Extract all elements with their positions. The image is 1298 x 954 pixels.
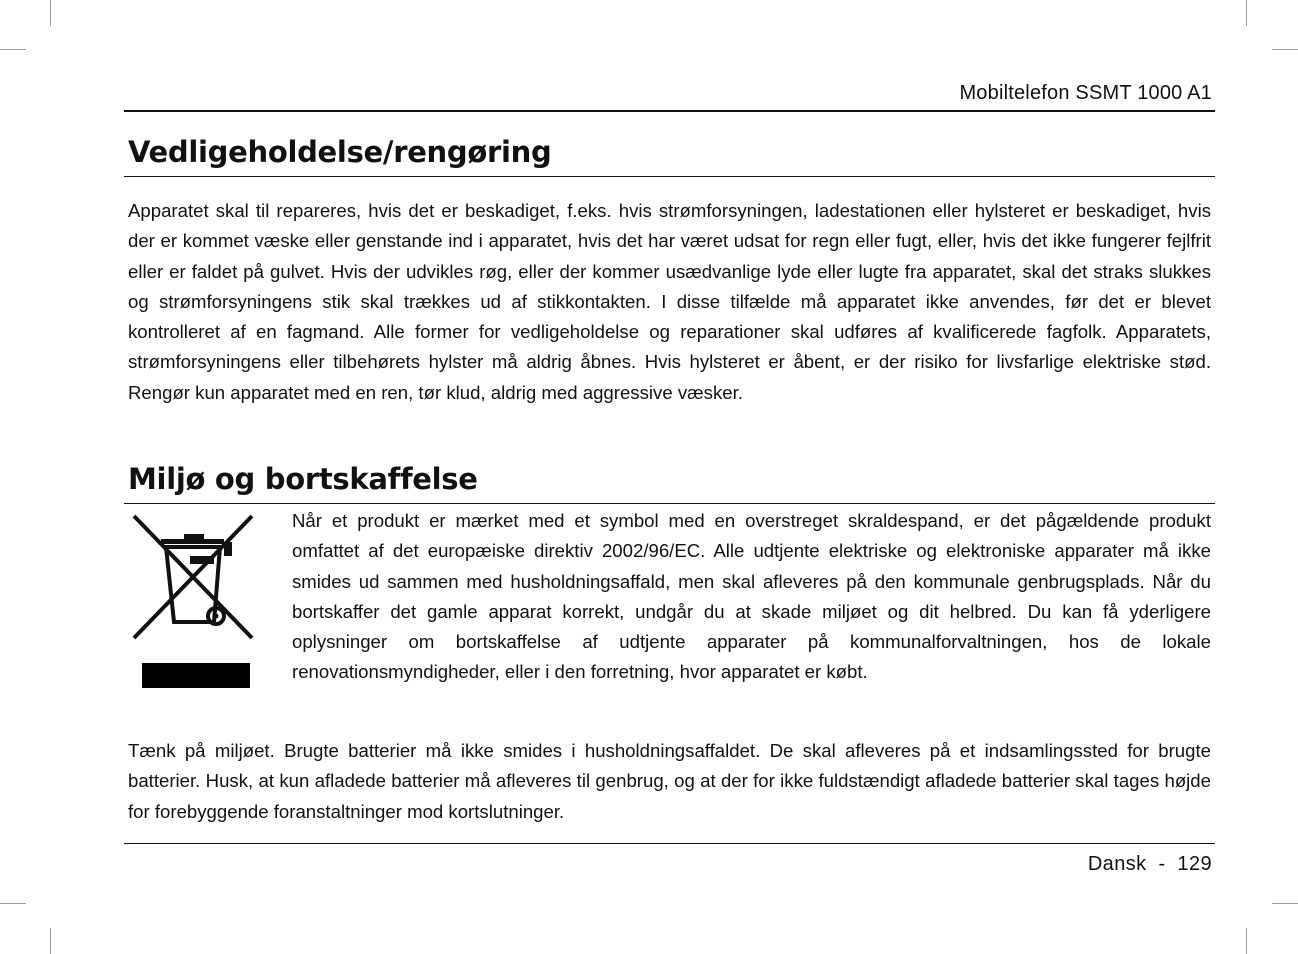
crop-mark bbox=[50, 928, 51, 954]
page-number: Dansk - 129 bbox=[1087, 853, 1212, 875]
crop-mark bbox=[0, 49, 26, 50]
crop-mark bbox=[50, 0, 51, 26]
header-rule bbox=[124, 110, 1215, 112]
crop-mark bbox=[1272, 903, 1298, 904]
battery-paragraph: Tænk på miljøet. Brugte batterier må ikke smides i husholdningsaffaldet. De skal afleveres på et indsamlingssted for brugte batterier. Husk, at kun afladede batterier må afleveres til genbrug, og at der for ikke fuldstændigt afladede batterier skal tages højde for forebyggende foranstaltninger mod kortslutninger. bbox=[128, 740, 1211, 822]
maintenance-paragraph: Apparatet skal til repareres, hvis det er beskadiget, f.eks. hvis strømforsyningen, ladestationen eller hylsteret er beskadiget, hvis der er kommet væske eller genstande ind i apparatet, hvis det har været udsat for regn eller fugt, eller, hvis det ikke fungerer fejlfrit eller er faldet på gulvet. Hvis der udvikles røg, eller der kommer usædvanlige lyde eller lugte fra apparatet, skal det straks slukkes og strømforsyningens stik skal trækkes ud af stikkontakten. I disse tilfælde må apparatet ikke anvendes, før det er blevet kontrolleret af en fagmand. Alle former for vedligeholdelse og reparationer skal udføres af kvalificerede fagfolk. Apparatets, strømforsyningens eller tilbehørets hylster må aldrig åbnes. Hvis hylsteret er åbent, er der risiko for livsfarlige elektriske stød. Rengør kun apparatet med en ren, tør klud, aldrig med aggressive væsker. bbox=[128, 200, 1211, 403]
section-heading-environment: Miljø og bortskaffelse bbox=[128, 462, 478, 496]
crop-mark bbox=[1272, 49, 1298, 50]
running-header-title: Mobiltelefon SSMT 1000 A1 bbox=[959, 82, 1212, 104]
footer-rule bbox=[124, 843, 1215, 844]
crop-mark bbox=[1246, 928, 1247, 954]
disposal-paragraph: Når et produkt er mærket med et symbol med en overstreget skraldespand, er det pågældende produkt omfattet af det europæiske direktiv 2002/96/EC. Alle udtjente elektriske og elektroniske apparater må ikke smides ud sammen med husholdningsaffald, men skal afleveres på den kommunale genbrugsplads. Når du bortskaffer det gamle apparat korrekt, undgår du at skade miljøet og dit helbred. Du kan få yderligere oplysninger om bortskaffelse af udtjente apparater på kommunalforvaltningen, hos de lokale renovationsmyndigheder, eller i den forretning, hvor apparatet er købt. bbox=[292, 510, 1211, 683]
crossed-out-wheelie-bin-icon bbox=[126, 512, 262, 692]
crop-mark bbox=[0, 903, 26, 904]
section-rule bbox=[124, 176, 1215, 177]
section-heading-maintenance: Vedligeholdelse/rengøring bbox=[128, 135, 552, 169]
section-rule bbox=[124, 503, 1215, 504]
crop-mark bbox=[1246, 0, 1247, 26]
